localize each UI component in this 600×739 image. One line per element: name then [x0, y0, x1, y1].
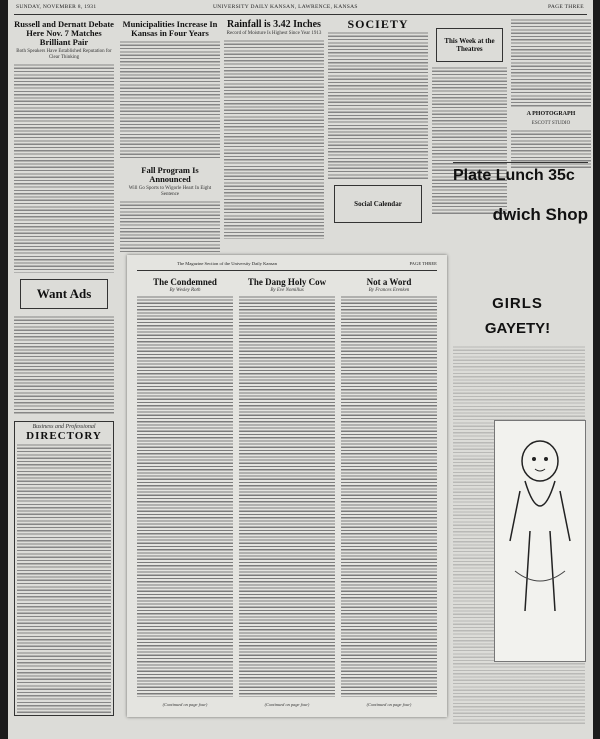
insert-title: The Magazine Section of the University Daily Kansan — [177, 261, 277, 266]
story-not-a-word-byline: By Frances Erenken — [368, 288, 410, 293]
story-holy-cow — [239, 277, 335, 707]
story-not-a-word-continued: (Continued on page four) — [366, 702, 412, 707]
col1-text — [14, 63, 114, 273]
col2-headline2: Fall Program Is Announced — [141, 165, 199, 184]
directory-title1: Business and Professional — [32, 424, 96, 430]
insert-rule — [137, 270, 437, 271]
story-holy-cow-continued: (Continued on page four) — [264, 702, 310, 707]
column-2 — [120, 18, 220, 254]
story-not-a-word-text — [341, 295, 437, 697]
story-holy-cow-byline: By Eve Nomillus — [270, 288, 304, 293]
masthead-date: SUNDAY, NOVEMBER 8, 1931 — [16, 4, 97, 10]
gayety-ad: GAYETY! — [484, 320, 551, 337]
col2-subhead2: Will Go Sports to Wigorle Heart In Eight Sentence — [128, 186, 212, 197]
story-not-a-word-title: Not a Word — [366, 277, 412, 287]
social-calendar-box: Social Calendar — [334, 185, 422, 223]
col6-text — [511, 18, 591, 108]
insert-header — [137, 261, 437, 269]
story-not-a-word — [341, 277, 437, 707]
photo-ad-sub: ESCOTT STUDIO — [531, 121, 571, 126]
masthead-page: PAGE THREE — [548, 4, 584, 10]
col2-text2 — [120, 200, 220, 254]
want-ads-box: Want Ads — [20, 279, 108, 309]
directory-listings — [17, 443, 111, 713]
girls-ad: GIRLS — [492, 295, 543, 312]
theatres-box: This Week at the Theatres — [436, 28, 503, 62]
magazine-insert — [127, 255, 447, 717]
society-headline: SOCIETY — [347, 18, 409, 31]
newspaper-page — [8, 0, 593, 739]
column-3 — [224, 18, 324, 254]
society-text — [328, 31, 428, 181]
col1-subhead: Both Speakers Have Established Reputation for Clear Thinking — [16, 49, 112, 60]
col3-headline: Rainfall is 3.42 Inches — [227, 19, 321, 30]
column-4 — [328, 18, 428, 254]
story-holy-cow-text — [239, 295, 335, 697]
directory-title2: DIRECTORY — [26, 430, 102, 442]
story-condemned — [137, 277, 233, 707]
plate-lunch-ad: Plate Lunch 35c — [453, 162, 588, 197]
story-holy-cow-title: The Dang Holy Cow — [247, 277, 327, 287]
story-condemned-text — [137, 295, 233, 697]
want-ads-text — [14, 315, 114, 415]
col3-text — [224, 39, 324, 239]
masthead-rule — [14, 14, 587, 15]
col2-headline: Municipalities Increase In Kansas in Four Years — [122, 19, 218, 38]
cartoon-drawing — [495, 421, 585, 661]
column-1 — [14, 18, 114, 728]
insert-page: PAGE THREE — [409, 261, 437, 266]
photo-ad-title: A PHOTOGRAPH — [526, 111, 576, 117]
col1-headline: Russell and Dernatt Debate Here Nov. 7 Matches Brilliant Pair — [14, 19, 114, 47]
masthead-paper: UNIVERSITY DAILY KANSAN, LAWRENCE, KANSAS — [213, 4, 358, 10]
story-condemned-continued: (Continued on page four) — [162, 702, 208, 707]
col2-text — [120, 40, 220, 160]
story-condemned-title: The Condemned — [153, 277, 217, 287]
sandwich-shop-ad: dwich Shop — [492, 205, 588, 224]
col3-subhead: Record of Moisture Is Highest Since Year 1913 — [226, 31, 322, 36]
cartoon-illustration — [494, 420, 586, 662]
story-condemned-byline: By Wesley Roth — [169, 288, 201, 293]
directory-box — [14, 421, 114, 716]
